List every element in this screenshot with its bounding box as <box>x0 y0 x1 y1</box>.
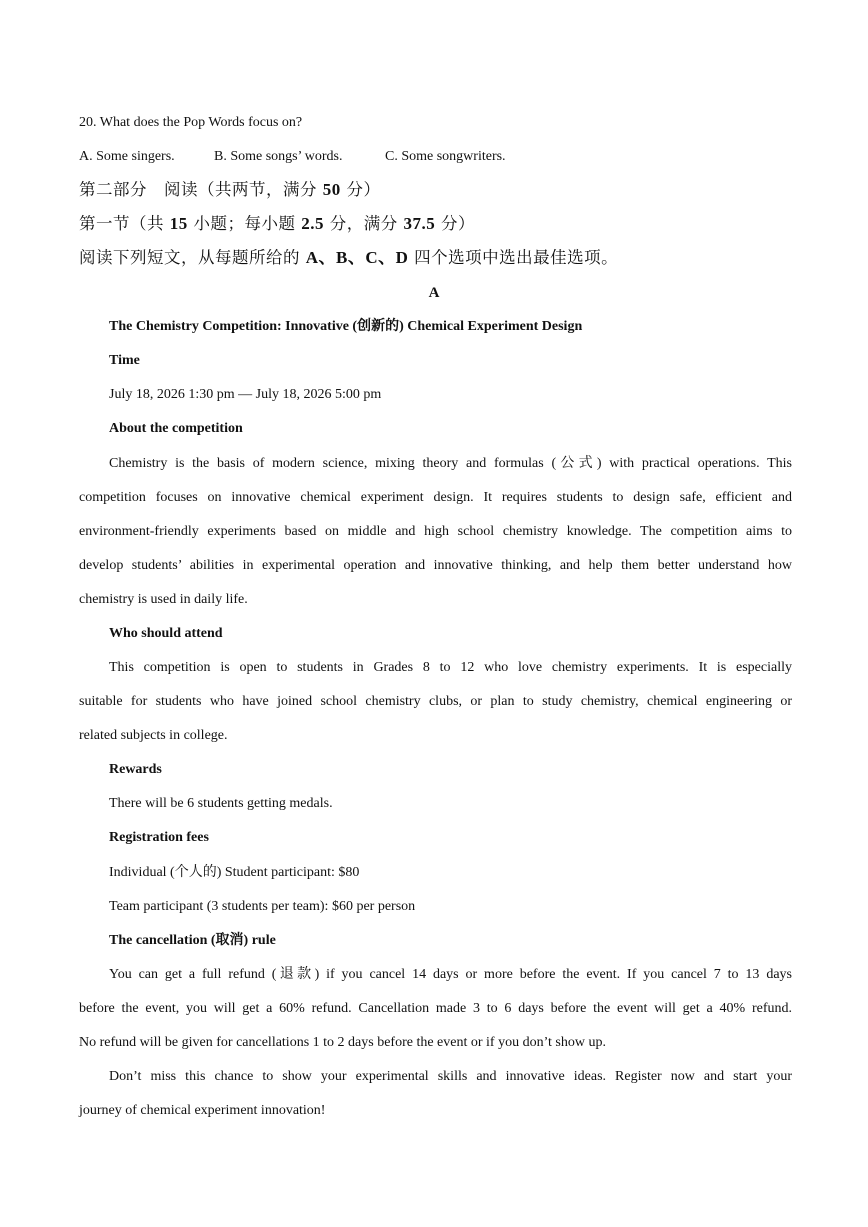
closing-line: Don’t miss this chance to show your experimental skills and innovative ideas. Register now and start your <box>109 1069 792 1084</box>
about-heading: About the competition <box>109 421 243 436</box>
who-line: suitable for students who have joined school chemistry clubs, or plan to study chemistry, chemical engineering or <box>79 694 792 709</box>
rewards-heading: Rewards <box>109 762 162 777</box>
rewards-value: There will be 6 students getting medals. <box>109 796 333 811</box>
fees-heading: Registration fees <box>109 830 209 845</box>
cancellation-heading: The cancellation (取消) rule <box>109 933 276 948</box>
time-heading: Time <box>109 353 140 368</box>
who-heading: Who should attend <box>109 626 223 641</box>
question-20: 20. What does the Pop Words focus on? <box>79 115 303 130</box>
option-a: A. Some singers. <box>79 149 175 164</box>
option-c: C. Some songwriters. <box>385 149 506 164</box>
who-line: This competition is open to students in Grades 8 to 12 who love chemistry experiments. It is especially <box>109 660 792 675</box>
cancellation-line: No refund will be given for cancellations 1 to 2 days before the event or if you don’t show up. <box>79 1035 606 1050</box>
who-line: related subjects in college. <box>79 728 228 743</box>
about-line: chemistry is used in daily life. <box>79 592 248 607</box>
closing-line: journey of chemical experiment innovation! <box>79 1103 326 1118</box>
passage-title: The Chemistry Competition: Innovative (创新的) Chemical Experiment Design <box>109 319 583 334</box>
option-b: B. Some songs’ words. <box>214 149 343 164</box>
cancellation-line: You can get a full refund (退款) if you cancel 14 days or more before the event. If you cancel 7 to 13 days <box>109 967 792 982</box>
fee-individual: Individual (个人的) Student participant: $80 <box>109 865 360 880</box>
question-20-options <box>79 148 792 166</box>
about-line: develop students’ abilities in experimental operation and innovative thinking, and help them better understand how <box>79 558 792 573</box>
about-line: competition focuses on innovative chemical experiment design. It requires students to design safe, efficient and <box>79 490 792 505</box>
fee-team: Team participant (3 students per team): $60 per person <box>109 899 416 914</box>
time-value: July 18, 2026 1:30 pm — July 18, 2026 5:00 pm <box>109 387 382 402</box>
reading-instruction: 阅读下列短文，从每题所给的 A、B、C、D 四个选项中选出最佳选项。 <box>79 248 619 267</box>
part-two-heading: 第二部分 阅读（共两节，满分 50 分） <box>79 180 381 199</box>
passage-label: A <box>428 285 440 301</box>
about-line: Chemistry is the basis of modern science, mixing theory and formulas (公式) with practical operations. This <box>109 456 792 471</box>
section-one-heading: 第一节（共 15 小题；每小题 2.5 分，满分 37.5 分） <box>79 214 475 233</box>
cancellation-line: before the event, you will get a 60% refund. Cancellation made 3 to 6 days before the event will get a 40% refund. <box>79 1001 792 1016</box>
about-line: environment-friendly experiments based on middle and high school chemistry knowledge. The competition aims to <box>79 524 792 539</box>
